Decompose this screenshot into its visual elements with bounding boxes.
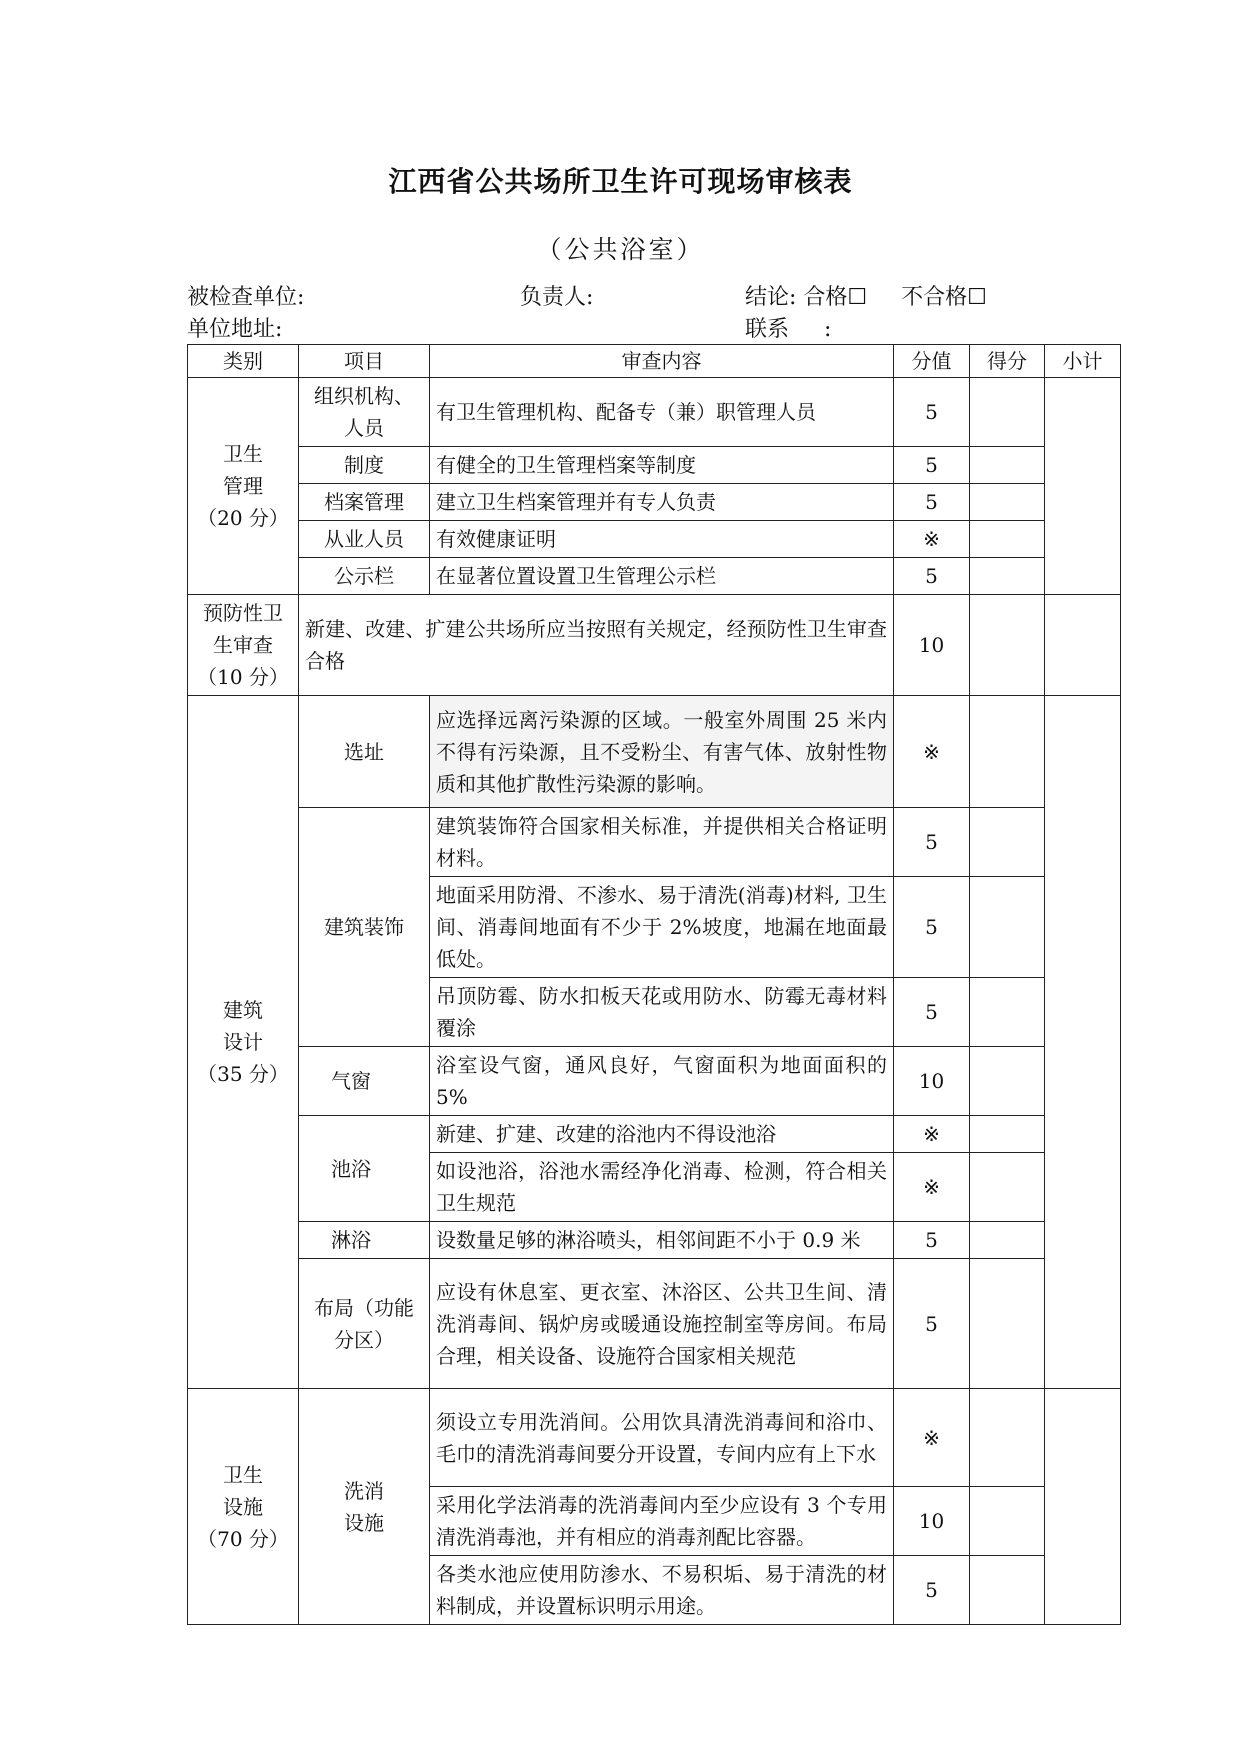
- content-cell: 采用化学法消毒的洗消毒间内至少应设有 3 个专用清洗消毒池，并有相应的消毒剂配比容器。: [430, 1487, 894, 1556]
- obtained-score-cell[interactable]: [970, 595, 1045, 696]
- conclusion-label: 结论:: [745, 285, 797, 310]
- content-cell: 各类水池应使用防渗水、不易积垢、易于清洗的材料制成，并设置标识明示用途。: [430, 1556, 894, 1625]
- subtotal-cell[interactable]: [1045, 1389, 1121, 1625]
- content-cell: 吊顶防霉、防水扣板天花或用防水、防霉无毒材料覆涂: [430, 978, 894, 1047]
- content-cell: 有效健康证明: [430, 521, 894, 558]
- content-cell: 如设池浴，浴池水需经净化消毒、检测，符合相关卫生规范: [430, 1153, 894, 1222]
- obtained-score-cell[interactable]: [970, 378, 1045, 447]
- table-row: [188, 447, 1121, 484]
- table-row: [188, 1116, 1121, 1153]
- obtained-score-cell[interactable]: [970, 1222, 1045, 1259]
- item-cell: 制度: [299, 447, 430, 484]
- obtained-score-cell[interactable]: [970, 978, 1045, 1047]
- content-cell: 新建、扩建、改建的浴池内不得设池浴: [430, 1116, 894, 1153]
- item-cell: 布局（功能 分区）: [299, 1259, 430, 1389]
- item-cell: 组织机构、 人员: [299, 378, 430, 447]
- content-cell: 地面采用防滑、不渗水、易于清洗(消毒)材料, 卫生间、消毒间地面有不少于 2%坡度，地漏在地面最低处。: [430, 877, 894, 978]
- content-cell: 在显著位置设置卫生管理公示栏: [430, 558, 894, 595]
- score-cell: ※: [894, 1389, 970, 1487]
- score-cell: 10: [894, 1487, 970, 1556]
- item-cell: 公示栏: [299, 558, 430, 595]
- obtained-score-cell[interactable]: [970, 1047, 1045, 1116]
- table-row: [188, 484, 1121, 521]
- item-cell: 气窗: [299, 1047, 430, 1116]
- content-cell: 有卫生管理机构、配备专（兼）职管理人员: [430, 378, 894, 447]
- fail-checkbox[interactable]: 不合格☐: [901, 285, 987, 310]
- score-cell: 5: [894, 558, 970, 595]
- contact-label: 联系 :: [745, 317, 832, 342]
- category-cell: 卫生 设施 （70 分）: [188, 1389, 299, 1625]
- table-row: [188, 1047, 1121, 1116]
- category-cell: 建筑 设计 （35 分）: [188, 696, 299, 1389]
- header-category: 类别: [188, 345, 299, 378]
- item-cell: 档案管理: [299, 484, 430, 521]
- score-cell: 5: [894, 1222, 970, 1259]
- score-cell: 5: [894, 378, 970, 447]
- content-cell: 建立卫生档案管理并有专人负责: [430, 484, 894, 521]
- score-cell: ※: [894, 696, 970, 808]
- content-cell: 应选择远离污染源的区域。一般室外周围 25 米内不得有污染源，且不受粉尘、有害气体、放射性物质和其他扩散性污染源的影响。: [430, 696, 894, 808]
- obtained-score-cell[interactable]: [970, 1487, 1045, 1556]
- header-score-obtained: 得分: [970, 345, 1045, 378]
- obtained-score-cell[interactable]: [970, 1153, 1045, 1222]
- pass-checkbox[interactable]: 合格☐: [803, 285, 868, 310]
- score-cell: ※: [894, 521, 970, 558]
- item-cell: 洗消 设施: [299, 1389, 430, 1625]
- obtained-score-cell[interactable]: [970, 1389, 1045, 1487]
- score-cell: 5: [894, 808, 970, 877]
- table-row: [188, 378, 1121, 447]
- obtained-score-cell[interactable]: [970, 1259, 1045, 1389]
- subtotal-cell[interactable]: [1045, 595, 1121, 696]
- score-cell: 10: [894, 595, 970, 696]
- table-row: [188, 808, 1121, 877]
- obtained-score-cell[interactable]: [970, 484, 1045, 521]
- score-cell: ※: [894, 1153, 970, 1222]
- content-cell: 浴室设气窗，通风良好，气窗面积为地面面积的 5%: [430, 1047, 894, 1116]
- table-row: [188, 1389, 1121, 1487]
- obtained-score-cell[interactable]: [970, 1556, 1045, 1625]
- document-title: 江西省公共场所卫生许可现场审核表: [388, 165, 853, 198]
- inspected-unit-label: 被检查单位:: [187, 285, 305, 310]
- item-cell: 池浴: [299, 1116, 430, 1222]
- header-subtotal: 小计: [1045, 345, 1121, 378]
- item-cell: 淋浴: [299, 1222, 430, 1259]
- table-row: [188, 1259, 1121, 1389]
- score-cell: ※: [894, 1116, 970, 1153]
- obtained-score-cell[interactable]: [970, 877, 1045, 978]
- table-row: [188, 521, 1121, 558]
- score-cell: 5: [894, 484, 970, 521]
- content-cell: 有健全的卫生管理档案等制度: [430, 447, 894, 484]
- content-cell: 须设立专用洗消间。公用饮具清洗消毒间和浴巾、毛巾的清洗消毒间要分开设置，专间内应有上下水: [430, 1389, 894, 1487]
- audit-table: [187, 344, 1121, 1625]
- score-cell: 5: [894, 1259, 970, 1389]
- responsible-person-label: 负责人:: [520, 285, 594, 310]
- category-cell: 预防性卫 生审查 （10 分）: [188, 595, 299, 696]
- content-cell: 设数量足够的淋浴喷头，相邻间距不小于 0.9 米: [430, 1222, 894, 1259]
- subtotal-cell[interactable]: [1045, 696, 1121, 1389]
- score-cell: 5: [894, 877, 970, 978]
- subtotal-cell[interactable]: [1045, 378, 1121, 595]
- table-row: [188, 558, 1121, 595]
- address-label: 单位地址:: [187, 317, 283, 342]
- table-row: [188, 1222, 1121, 1259]
- header-content: 审查内容: [430, 345, 894, 378]
- document-subtitle: （公共浴室）: [536, 235, 705, 264]
- item-cell: 建筑装饰: [299, 808, 430, 1047]
- content-cell: 应设有休息室、更衣室、沐浴区、公共卫生间、清洗消毒间、锅炉房或暖通设施控制室等房间。布局合理，相关设备、设施符合国家相关规范: [430, 1259, 894, 1389]
- item-cell: 选址: [299, 696, 430, 808]
- obtained-score-cell[interactable]: [970, 558, 1045, 595]
- content-cell: 建筑装饰符合国家相关标准，并提供相关合格证明材料。: [430, 808, 894, 877]
- score-cell: 10: [894, 1047, 970, 1116]
- obtained-score-cell[interactable]: [970, 696, 1045, 808]
- score-cell: 5: [894, 978, 970, 1047]
- content-cell: 新建、改建、扩建公共场所应当按照有关规定，经预防性卫生审查合格: [299, 595, 894, 696]
- item-cell: 从业人员: [299, 521, 430, 558]
- conclusion-field: [745, 280, 987, 311]
- category-cell: 卫生 管理 （20 分）: [188, 378, 299, 595]
- obtained-score-cell[interactable]: [970, 1116, 1045, 1153]
- header-item: 项目: [299, 345, 430, 378]
- table-header-row: [188, 345, 1121, 378]
- table-row: [188, 595, 1121, 696]
- obtained-score-cell[interactable]: [970, 521, 1045, 558]
- score-cell: 5: [894, 1556, 970, 1625]
- score-cell: 5: [894, 447, 970, 484]
- obtained-score-cell[interactable]: [970, 808, 1045, 877]
- table-row: [188, 696, 1121, 808]
- header-score-value: 分值: [894, 345, 970, 378]
- obtained-score-cell[interactable]: [970, 447, 1045, 484]
